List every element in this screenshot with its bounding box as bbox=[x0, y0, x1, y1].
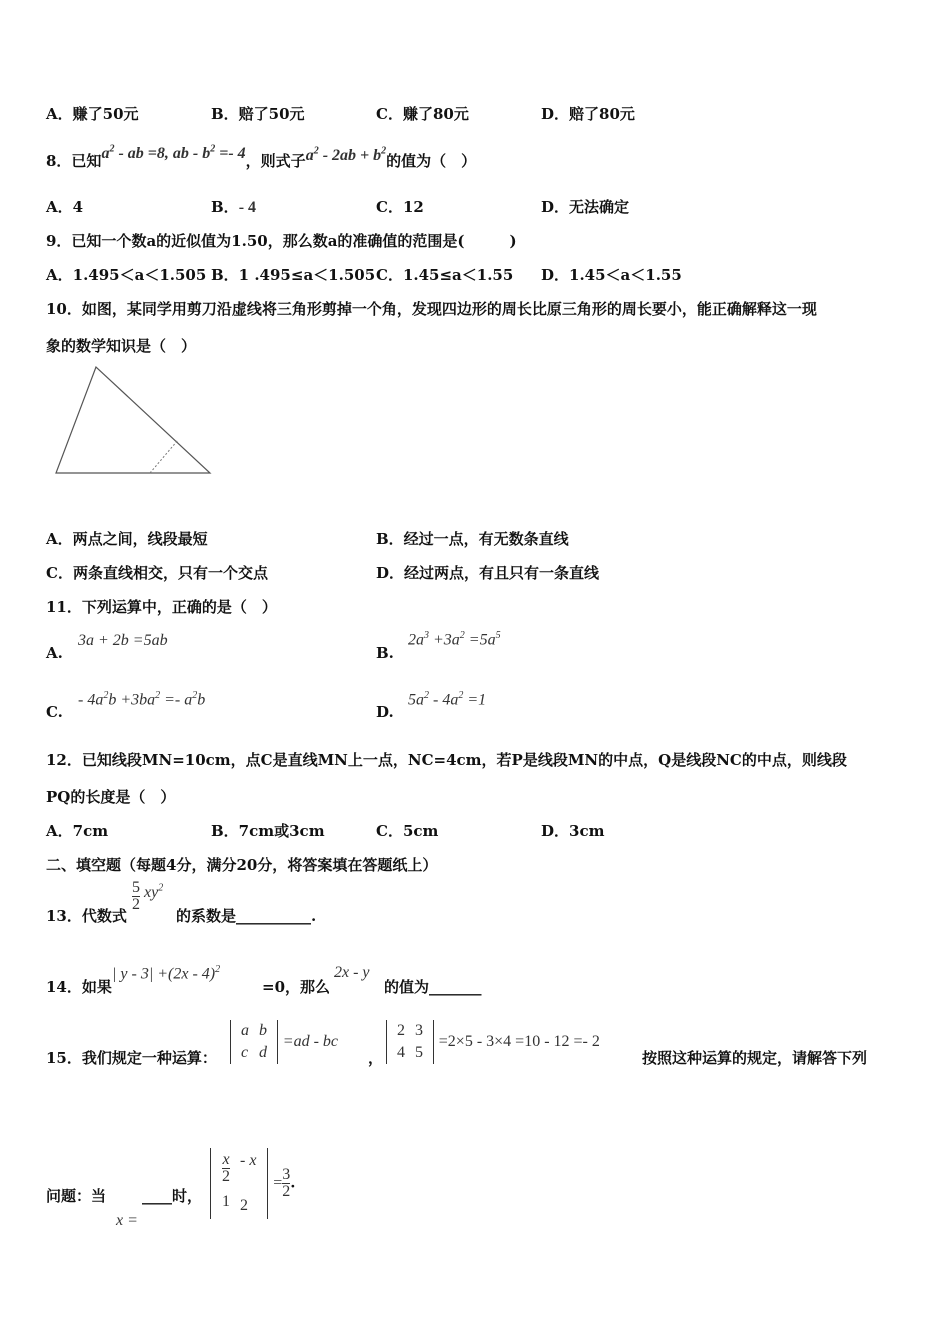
q8-option-b: B．- 4 bbox=[211, 198, 257, 216]
q13-post: 的系数是__________. bbox=[176, 907, 317, 925]
q12-stem-line1: 12．已知线段MN=10cm，点C是直线MN上一点，NC=4cm，若P是线段MN的中点，Q是线段NC的中点，则线段 bbox=[46, 751, 847, 769]
q15-comma: ， bbox=[368, 1049, 384, 1067]
q12-option-d: D．3cm bbox=[541, 822, 605, 840]
q15-post: 按照这种运算的规定，请解答下列 bbox=[642, 1049, 868, 1067]
q12-option-a: A．7cm bbox=[46, 822, 109, 840]
q15-pre: 15．我们规定一种运算： bbox=[46, 1049, 217, 1067]
q7-option-b: B．赔了50元 bbox=[211, 105, 305, 123]
q14-post: 的值为_______ bbox=[384, 978, 482, 996]
q7-option-d: D．赔了80元 bbox=[541, 105, 635, 123]
q10-option-d: D．经过两点，有且只有一条直线 bbox=[376, 564, 600, 582]
q11-expr-d: $5a^2 - 4a^2 =1$ bbox=[408, 690, 487, 709]
q14-pre: 14．如果 bbox=[46, 978, 112, 996]
q10-stem-line2: 象的数学知识是（ ） bbox=[46, 337, 197, 355]
q13-expression: $\frac{5}{2}$ $xy^2$ bbox=[132, 879, 164, 913]
q7-option-a: A．赚了50元 bbox=[46, 105, 139, 123]
q12-stem-line2: PQ的长度是（ ） bbox=[46, 788, 176, 806]
q10-option-a: A．两点之间，线段最短 bbox=[46, 530, 208, 548]
q14-mid: =0，那么 bbox=[262, 978, 331, 996]
section-2-title: 二、填空题（每题4分，满分20分，将答案填在答题纸上） bbox=[46, 856, 438, 874]
q12-option-b: B．7cm或3cm bbox=[211, 822, 325, 840]
q15-equation: $\frac{x}{2}$ - x 1 2 = $\frac{3}{2}$ . bbox=[210, 1148, 295, 1219]
q15-x-equals: x = bbox=[116, 1212, 138, 1229]
q11-option-b: B. bbox=[376, 644, 394, 662]
q9-option-b: B．1 .495≤a＜1.505 bbox=[211, 266, 376, 284]
q11-option-d: D. bbox=[376, 703, 394, 721]
q10-option-b: B．经过一点，有无数条直线 bbox=[376, 530, 569, 548]
q8-option-d: D．无法确定 bbox=[541, 198, 630, 216]
q15-definition: a b c d =ad - bc bbox=[230, 1020, 338, 1064]
cut-line bbox=[150, 440, 178, 473]
q11-option-c: C. bbox=[46, 703, 63, 721]
q11-expr-b: $2a^3 +3a^2 =5a^5$ bbox=[408, 630, 501, 649]
triangle-figure bbox=[50, 360, 220, 480]
q7-option-c: C．赚了80元 bbox=[376, 105, 469, 123]
q15-line2-blank: ____时， bbox=[142, 1187, 203, 1205]
q10-stem-line1: 10．如图，某同学用剪刀沿虚线将三角形剪掉一个角，发现四边形的周长比原三角形的周长要小，能正确解释这一现 bbox=[46, 300, 817, 318]
q11-expr-c: - $4a^2b +3ba^2 =- a^2b$ bbox=[78, 690, 206, 709]
q14-expr1: | y - 3| +(2x - 4)$^2$ bbox=[112, 964, 221, 983]
q14-expr2: 2x - y bbox=[334, 964, 370, 981]
q11-expr-a: 3a + 2b =5ab bbox=[78, 632, 168, 649]
q9-option-d: D．1.45＜a＜1.55 bbox=[541, 266, 682, 284]
q13-pre: 13．代数式 bbox=[46, 907, 127, 925]
q8-option-a: A．4 bbox=[46, 198, 84, 216]
q8-option-c: C．12 bbox=[376, 198, 424, 216]
q11-stem: 11．下列运算中，正确的是（ ） bbox=[46, 598, 277, 616]
q8-stem: 8．已知$a^2$ - ab =8, ab - $b^2 =- 4$，则式子$a^2 - 2ab + b^2$的值为（ ） bbox=[46, 143, 477, 170]
q9-option-a: A．1.495＜a＜1.505 bbox=[46, 266, 207, 284]
q10-option-c: C．两条直线相交，只有一个交点 bbox=[46, 564, 268, 582]
q15-example: 2 3 4 5 =2×5 - 3×4 =10 - 12 =- 2 bbox=[386, 1020, 600, 1064]
q15-line2-pre: 问题：当 bbox=[46, 1187, 107, 1205]
q9-stem: 9．已知一个数a的近似值为1.50，那么数a的准确值的范围是( ) bbox=[46, 232, 517, 250]
q11-option-a: A. bbox=[46, 644, 63, 662]
q12-option-c: C．5cm bbox=[376, 822, 439, 840]
q9-option-c: C．1.45≤a＜1.55 bbox=[376, 266, 514, 284]
